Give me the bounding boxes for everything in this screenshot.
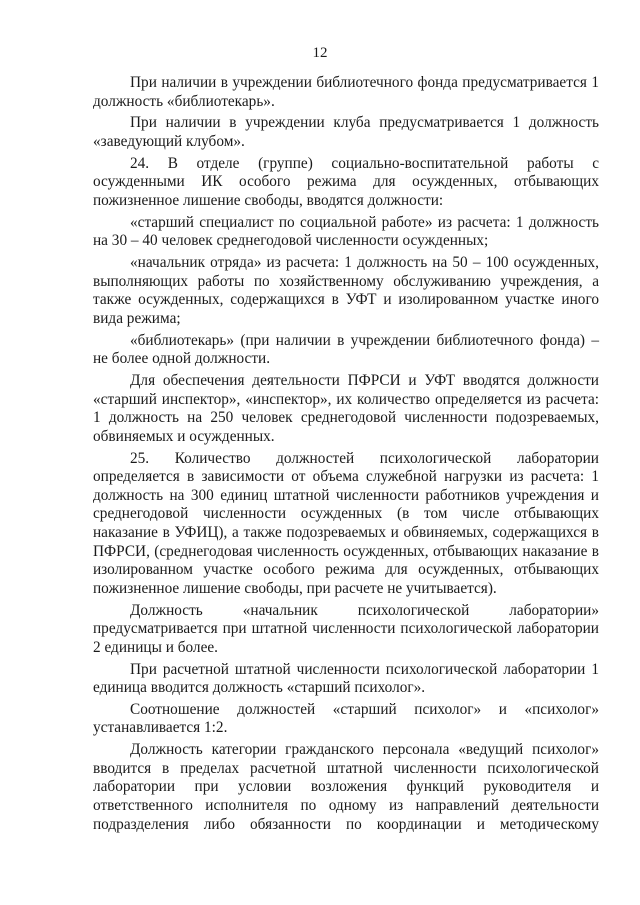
document-body xyxy=(93,74,599,837)
paragraph-senior-social-worker: «старший специалист по социальной работе» из расчета: 1 должность на 30 – 40 человек среднегодовой численности осужденных; xyxy=(93,213,599,250)
paragraph-item-24: 24. В отделе (группе) социально-воспитательной работы с осужденными ИК особого режима для осужденных, отбывающих пожизненное лишение свободы, вводятся должности: xyxy=(93,154,599,209)
paragraph-librarian: «библиотекарь» (при наличии в учреждении библиотечного фонда) – не более одной должности. xyxy=(93,331,599,368)
paragraph-senior-psychologist: При расчетной штатной численности психологической лаборатории 1 единица вводится должность «старший психолог». xyxy=(93,660,599,697)
page-number: 12 xyxy=(312,45,328,61)
paragraph-pfrsi-uft-inspectors: Для обеспечения деятельности ПФРСИ и УФТ вводятся должности «старший инспектор», «инспектор», их количество определяется из расчета: 1 должность на 250 человек среднегодовой численности подозреваемых, обвиняемых и осужденных. xyxy=(93,372,599,445)
paragraph-ratio: Соотношение должностей «старший психолог» и «психолог» устанавливается 1:2. xyxy=(93,700,599,737)
paragraph-unit-chief: «начальник отряда» из расчета: 1 должность на 50 – 100 осужденных, выполняющих работы по хозяйственному обслуживанию учреждения, а также осужденных, содержащихся в УФТ и изолированном участке иного вида режима; xyxy=(93,254,599,327)
paragraph-lead-psychologist: Должность категории гражданского персонала «ведущий психолог» вводится в пределах расчетной штатной численности психологической лаборатории при условии возложения функций руководителя и ответственного исполнителя по одному из направлений деятельности подразделения либо обязанности по координации и методическому xyxy=(93,741,599,833)
paragraph-library-fund: При наличии в учреждении библиотечного фонда предусматривается 1 должность «библиотекарь». xyxy=(93,74,599,110)
paragraph-club: При наличии в учреждении клуба предусматривается 1 должность «заведующий клубом». xyxy=(93,114,599,150)
paragraph-lab-chief: Должность «начальник психологической лаборатории» предусматривается при штатной численности психологической лаборатории 2 единицы и более. xyxy=(93,601,599,656)
paragraph-item-25: 25. Количество должностей психологической лаборатории определяется в зависимости от объема служебной нагрузки из расчета: 1 должность на 300 единиц штатной численности работников учреждения и среднегодовой численности осужденных (в том числе отбывающих наказание в УФИЦ), а также подозреваемых и обвиняемых, содержащихся в ПФРСИ, (среднегодовая численность осужденных, отбывающих наказание в изолированном участке особого режима для осужденных, отбывающих пожизненное лишение свободы, при расчете не учитывается). xyxy=(93,449,599,597)
